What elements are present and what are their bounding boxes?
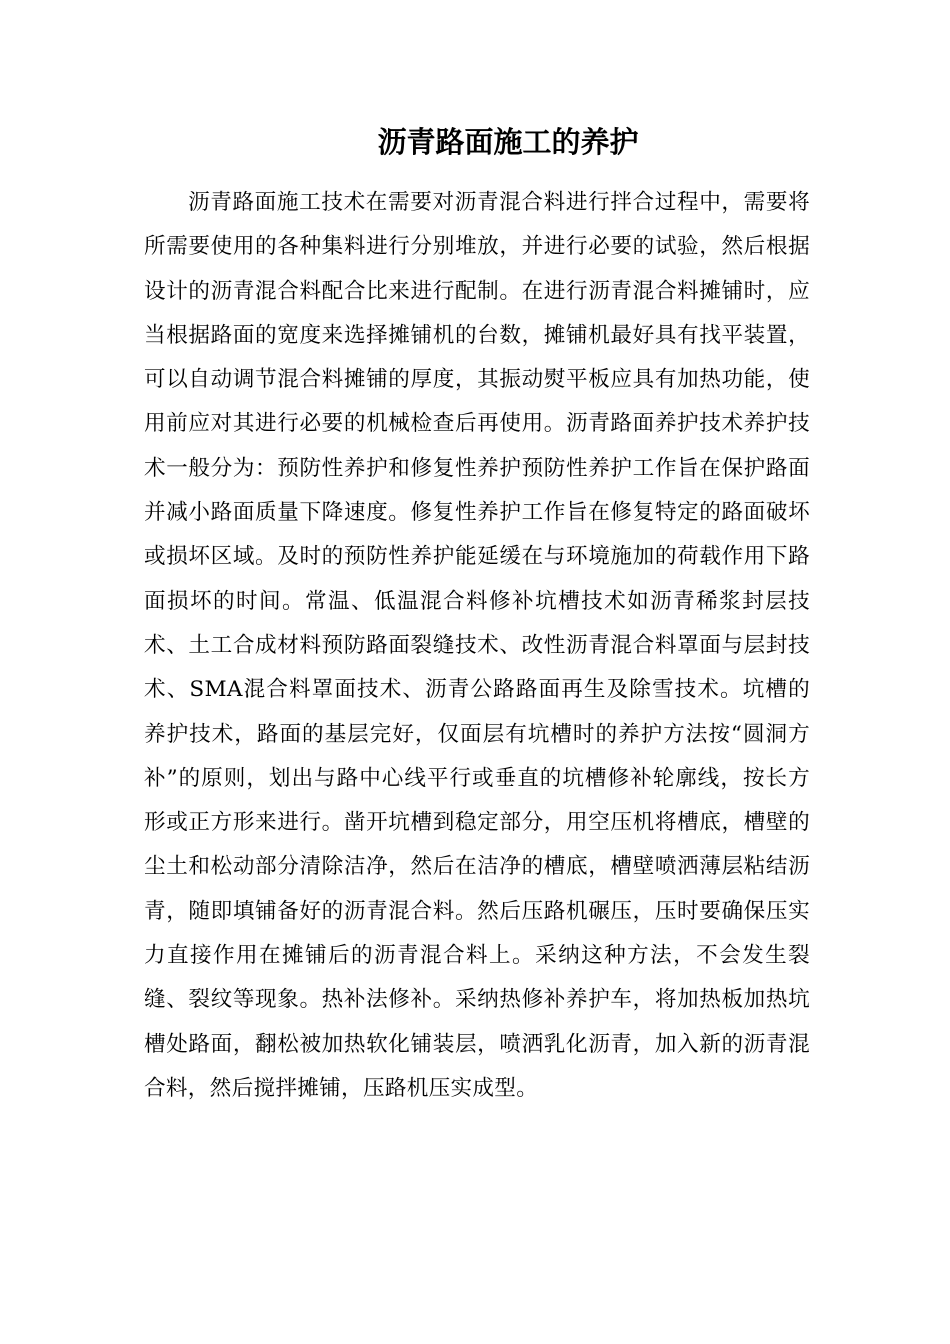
document-title: 沥青路面施工的养护 <box>377 125 639 159</box>
body-paragraph: 沥青路面施工技术在需要对沥青混合料进行拌合过程中，需要将所需要使用的各种集料进行分别堆放，并进行必要的试验，然后根据设计的沥青混合料配合比来进行配制。在进行沥青混合料摊铺时，应当根据路面的宽度来选择摊铺机的台数，摊铺机最好具有找平装置，可以自动调节混合料摊铺的厚度，其振动熨平板应具有加热功能，使用前应对其进行必要的机械检查后再使用。沥青路面养护技术养护技术一般分为：预防性养护和修复性养护预防性养护工作旨在保护路面并减小路面质量下降速度。修复性养护工作旨在修复特定的路面破坏或损坏区域。及时的预防性养护能延缓在与环境施加的荷载作用下路面损坏的时间。常温、低温混合料修补坑槽技术如沥青稀浆封层技术、土工合成材料预防路面裂缝技术、改性沥青混合料罩面与层封技术、SMA混合料罩面技术、沥青公路路面再生及除雪技术。坑槽的养护技术，路面的基层完好，仅面层有坑槽时的养护方法按“圆洞方补”的原则，划出与路中心线平行或垂直的坑槽修补轮廓线，按长方形或正方形来进行。凿开坑槽到稳定部分，用空压机将槽底，槽壁的尘土和松动部分清除洁净，然后在洁净的槽底，槽壁喷洒薄层粘结沥青，随即填铺备好的沥青混合料。然后压路机碾压，压时要确保压实力直接作用在摊铺后的沥青混合料上。采纳这种方法，不会发生裂缝、裂纹等现象。热补法修补。采纳热修补养护车，将加热板加热坑槽处路面，翻松被加热软化铺装层，喷洒乳化沥青，加入新的沥青混合料，然后搅拌摊铺，压路机压实成型。 <box>144 190 810 1101</box>
